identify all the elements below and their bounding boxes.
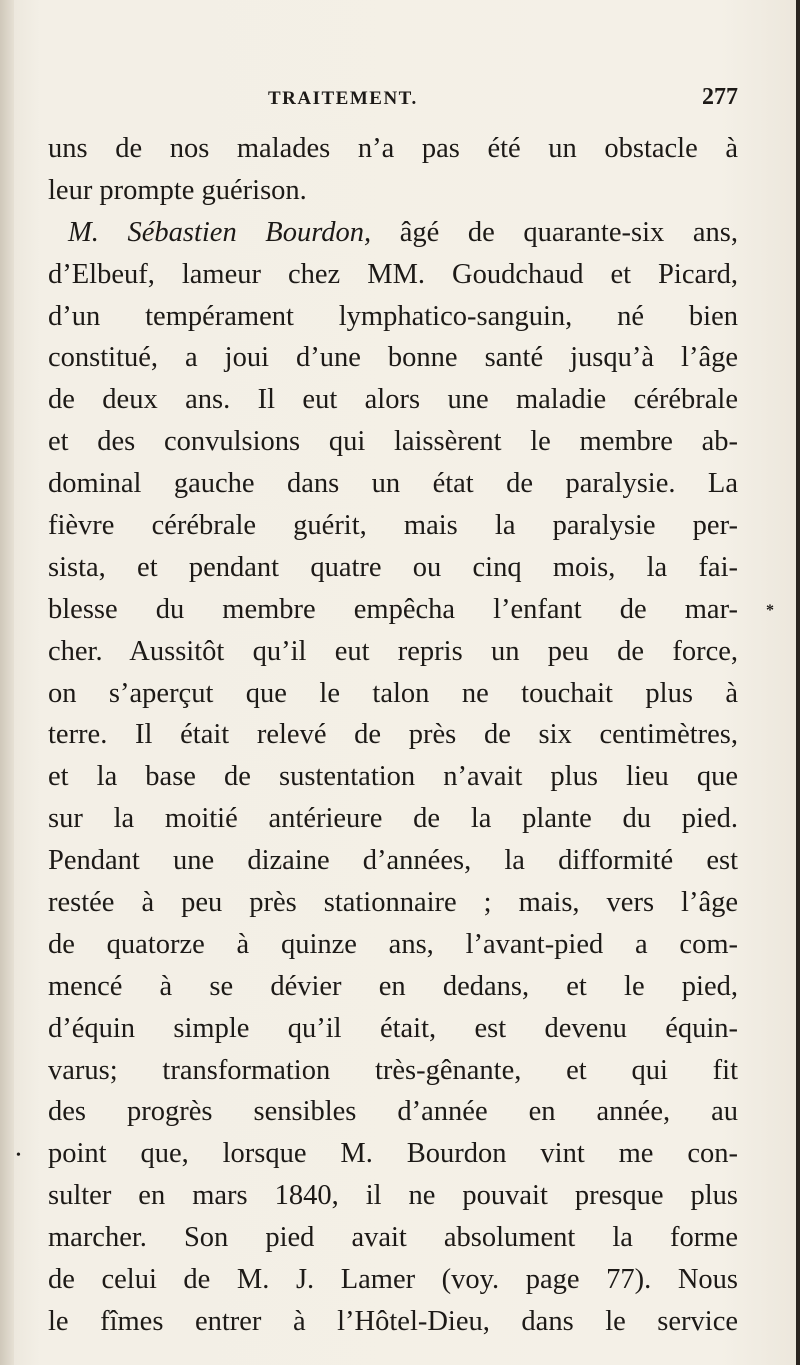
text-line: marcher. Son pied avait absolument la forme — [48, 1222, 738, 1254]
text-line: et la base de sustentation n’avait plus lieu que — [48, 761, 738, 793]
text-line: de quatorze à quinze ans, l’avant-pied a com- — [48, 928, 738, 960]
text-line: le fîmes entrer à l’Hôtel-Dieu, dans le service — [48, 1305, 738, 1337]
text-line: on s’aperçut que le talon ne touchait plus à — [48, 677, 738, 709]
text-line: de deux ans. Il eut alors une maladie cérébrale — [48, 384, 738, 416]
text-line: terre. Il était relevé de près de six centimètres, — [48, 719, 738, 751]
text-line: restée à peu près stationnaire ; mais, vers l’âge — [48, 887, 738, 919]
running-title: TRAITEMENT. — [268, 88, 418, 109]
text-line: d’Elbeuf, lameur chez MM. Goudchaud et Picard, — [48, 258, 738, 290]
page-gutter-shadow — [0, 0, 14, 1365]
case-name: M. Sébastien Bourdon, — [68, 216, 372, 248]
page-number: 277 — [702, 84, 738, 110]
text-line: sulter en mars 1840, il ne pouvait presque plus — [48, 1180, 738, 1212]
text-line: de celui de M. J. Lamer (voy. page 77). Nous — [48, 1264, 738, 1296]
case-intro-line — [48, 212, 738, 254]
text-line: blesse du membre empêcha l’enfant de mar- — [48, 593, 738, 625]
stray-dot: • — [16, 1148, 21, 1163]
text-line: uns de nos malades n’a pas été un obstacle à — [48, 133, 738, 164]
running-header — [268, 84, 738, 118]
text-line: des progrès sensibles d’année en année, au — [48, 1096, 738, 1128]
case-intro-rest: âgé de quarante-six ans, — [371, 216, 738, 248]
text-line: sur la moitié antérieure de la plante du pied. — [48, 803, 738, 835]
text-line: sista, et pendant quatre ou cinq mois, la fai- — [48, 551, 738, 583]
text-line: leur prompte guérison. — [48, 174, 307, 206]
text-line: varus; transformation très-gênante, et qui fit — [48, 1054, 738, 1086]
text-line: constitué, a joui d’une bonne santé jusqu’à l’âge — [48, 342, 738, 374]
text-line: et des convulsions qui laissèrent le membre ab- — [48, 426, 738, 458]
text-line: point que, lorsque M. Bourdon vint me con- — [48, 1138, 738, 1170]
text-line: dominal gauche dans un état de paralysie. La — [48, 468, 738, 500]
text-line: Pendant une dizaine d’années, la difformité est — [48, 845, 738, 877]
page-right-border — [796, 0, 800, 1365]
body-text — [48, 128, 738, 1343]
text-line: mencé à se dévier en dedans, et le pied, — [48, 970, 738, 1002]
text-line: d’un tempérament lymphatico-sanguin, né bien — [48, 300, 738, 332]
text-line: d’équin simple qu’il était, est devenu équin- — [48, 1012, 738, 1044]
text-line: cher. Aussitôt qu’il eut repris un peu de force, — [48, 635, 738, 667]
margin-asterisk: * — [766, 602, 774, 619]
text-line: fièvre cérébrale guérit, mais la paralysie per- — [48, 510, 738, 542]
